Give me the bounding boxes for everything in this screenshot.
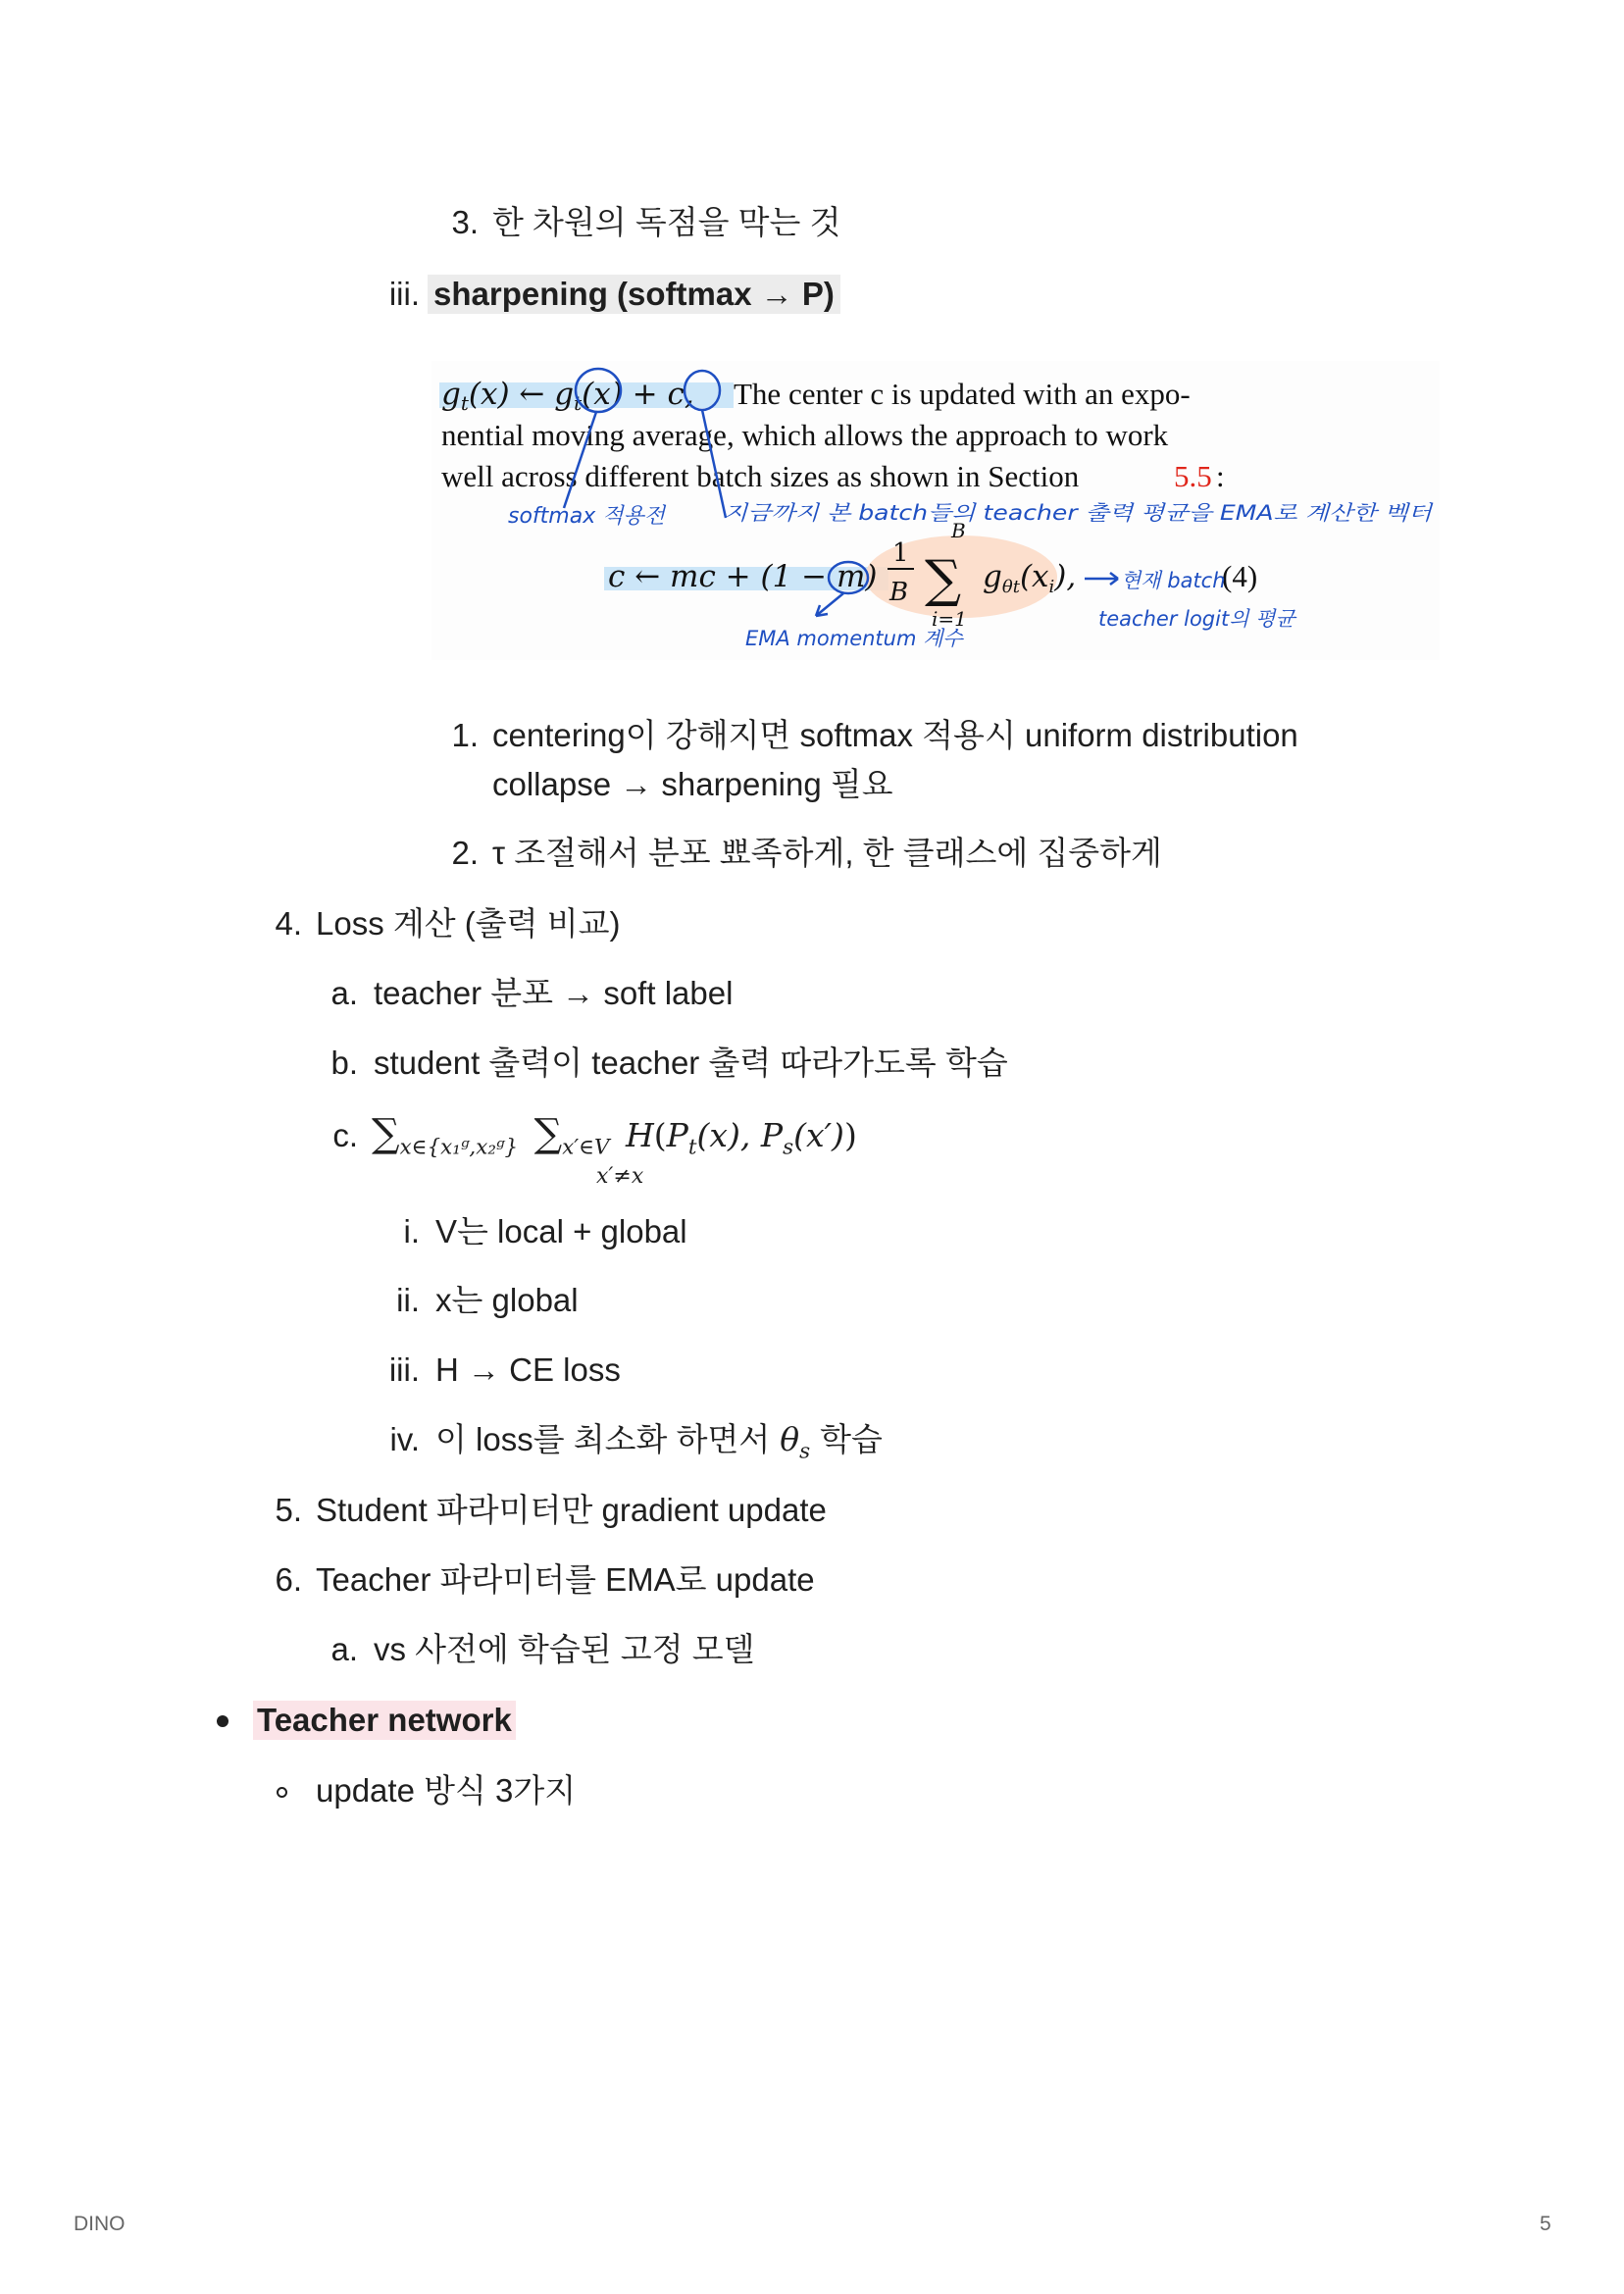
handwritten-note: EMA momentum 계수 [745,627,963,650]
list-item-text: update 방식 3가지 [316,1772,577,1809]
list-item-continuation [492,765,893,804]
svg-text:gt(x) ← gt(x) + c,: gt(x) ← gt(x) + c, [441,377,694,415]
list-item-text: student 출력이 teacher 출력 따라가도록 학습 [374,1045,1008,1081]
paper-line-1: The center c is updated with an expo- [734,377,1191,411]
list-marker: i. [403,1213,420,1249]
list-marker: 3. [451,204,479,240]
footer-title: DINO [74,2213,126,2235]
svg-text:1: 1 [892,538,909,568]
sharpening-heading: sharpening (softmax → P) [428,275,840,314]
list-marker: 2. [451,835,479,871]
paper-line-3: well across different batch sizes as shown in Section [441,459,1080,493]
equation-number: (4) [1222,559,1258,593]
list-item [329,1630,754,1669]
list-item [270,1560,815,1600]
list-item-text: collapse → sharpening 필요 [492,766,893,802]
teacher-network-heading: Teacher network [253,1701,516,1740]
list-marker: ii. [396,1282,420,1318]
section-reference: 5.5 [1174,459,1212,493]
list-item [253,1701,516,1740]
bullet-ring [277,1787,287,1798]
list-item-text: H → CE loss [435,1351,621,1388]
list-marker: 4. [275,905,302,942]
page-number: 5 [1540,2213,1551,2235]
list-item [446,716,1298,755]
list-marker: b. [330,1045,358,1081]
list-item [392,1212,687,1251]
list-marker: iv. [389,1421,420,1457]
list-item-text: τ 조절해서 분포 뾰족하게, 한 클래스에 집중하게 [492,835,1162,871]
list-item [329,1111,857,1168]
list-item-text: teacher 분포 → soft label [374,975,734,1011]
list-item-text: 학습 [820,1421,883,1457]
list-item [446,203,840,242]
list-marker: 5. [275,1492,302,1528]
list-item-text: Loss 계산 (출력 비교) [316,905,621,942]
list-item-text: 한 차원의 독점을 막는 것 [492,204,841,240]
list-item [382,1420,883,1472]
svg-text:gθt(xi),: gθt(xi), [983,559,1077,597]
list-item [270,904,620,943]
theta-s-symbol: $\theta_s$ [780,1420,811,1464]
list-item-text: centering이 강해지면 softmax 적용시 uniform distribution [492,717,1298,753]
svg-text:∑: ∑ [925,550,962,609]
list-item-text: x는 global [435,1282,579,1318]
svg-text::: : [1216,459,1225,493]
list-item [384,1351,621,1390]
list-marker: a. [330,1631,358,1667]
paper-excerpt-image [431,361,1440,660]
list-item [316,1771,576,1810]
list-marker: iii. [388,276,420,312]
list-item [446,834,1162,873]
handwritten-note: 현재 batch [1121,569,1226,592]
svg-text:B: B [889,578,909,607]
handwritten-note: softmax 적용전 [508,504,665,529]
list-item-text: V는 local + global [435,1213,687,1249]
loss-formula: $\sum_{x\in\{x_1ᵍ,x_2ᵍ\}}$ $\sum_{x'\in V}$ $H(P_t(x)$, $P_s(x')$) [372,1111,857,1160]
list-marker: iii. [388,1351,420,1388]
handwritten-note: teacher logit의 평균 [1098,607,1295,631]
formula-sub-condition: x′≠x [596,1164,644,1189]
svg-text:i=1: i=1 [932,607,967,631]
paper-excerpt-svg [431,361,1440,660]
list-item-text: Teacher 파라미터를 EMA로 update [316,1561,815,1598]
list-item-text: Student 파라미터만 gradient update [316,1492,827,1528]
bullet-dot [217,1715,228,1727]
svg-text:c ← mc + (1 − m): c ← mc + (1 − m) [608,559,878,594]
list-item [329,974,733,1013]
list-item-text: vs 사전에 학습된 고정 모델 [374,1631,755,1667]
list-item-text: 이 loss를 최소화 하면서 [435,1421,771,1457]
paper-line-2: nential moving average, which allows the approach to work [441,418,1169,452]
svg-text:B: B [951,519,966,542]
list-marker: 1. [451,717,479,753]
list-item [384,275,840,314]
list-marker: c. [332,1117,358,1153]
list-item [270,1491,827,1530]
list-marker: 6. [275,1561,302,1598]
handwritten-note: 지금까지 본 batch들의 teacher 출력 평균을 EMA로 계산한 벡터 [724,501,1435,525]
list-item [329,1044,1008,1083]
list-marker: a. [330,975,358,1011]
list-item [388,1281,579,1320]
